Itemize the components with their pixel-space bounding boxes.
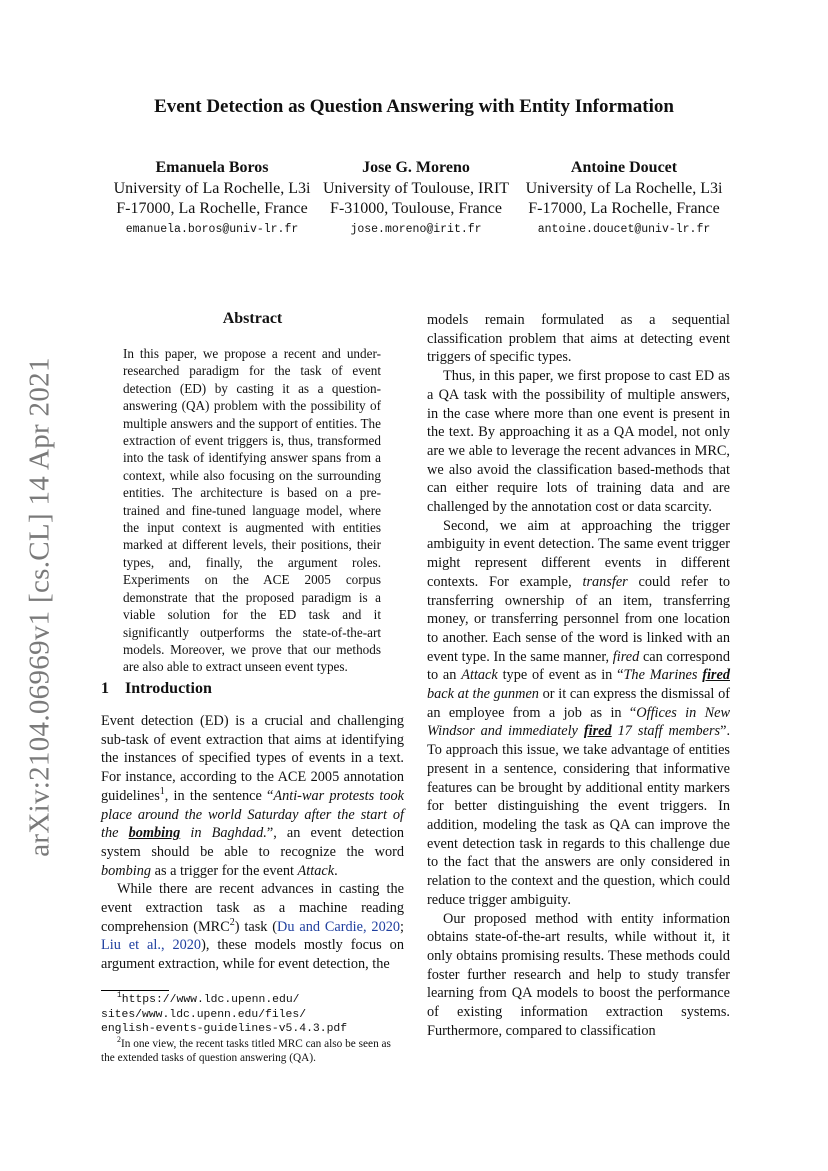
citation-liu[interactable]: Liu et al., 2020	[101, 937, 202, 954]
author-email[interactable]: jose.moreno@irit.fr	[350, 223, 482, 236]
section-number: 1	[101, 680, 109, 697]
author-name: Antoine Doucet	[570, 159, 678, 176]
right-paragraph-0: models remain formulated as a sequential classification problem that aims at detecting event triggers of specific types.	[427, 312, 730, 366]
citation-du-cardie[interactable]: Du and Cardie, 2020	[277, 918, 401, 935]
footnote-ref-2[interactable]: 2	[229, 916, 235, 928]
footnote-mark: 1	[117, 991, 122, 1001]
section-heading	[101, 680, 212, 698]
abstract-text: In this paper, we propose a recent and under-researched paradigm for the task of event detection (ED) by casting it as a question-answering (QA) problem with the possibility of multiple answers and the support of entities. The extraction of event triggers is, thus, transformed into the task of identifying answer spans from a context, while also focusing on the surrounding entities. The architecture is based on a pre-trained and fine-tuned language model, where the input context is augmented with entities marked at different levels, their positions, their types, and, finally, the argument roles. Experiments on the ACE 2005 corpus demonstrate that the proposed paradigm is a viable solution for the ED task and it significantly outperforms the state-of-the-art models. Moreover, we prove that our methods are also able to extract unseen event types.	[123, 346, 381, 675]
paper-title: Event Detection as Question Answering with Entity Information	[154, 96, 674, 117]
trigger-word: bombing	[128, 825, 181, 842]
footnote-mark: 2	[117, 1034, 121, 1044]
right-paragraph-2: Second, we aim at approaching the trigger ambiguity in event detection. The same event trigger might represent different events in different contexts. For example, transfer could refer to transferring ownership of an item, transferring money, or transferring personnel from one location to another. Each sense of the word is linked with an event type. In the same manner, fired can correspond to an Attack type of event as in “The Marines fired back at the gunmen or it can express the dismissal of an employee from a job as in “Offices in New Windsor and immediately fired 17 staff members”. To approach this issue, we take advantage of entities present in a sentence, considering that informative features can be brought by additional entity markers for better distinguishing the event triggers. In addition, modeling the task as QA can improve the event detection task in regards to this challenge due to the fact that the answers are only considered in relation to the context and the question, which could reduce trigger ambiguity.	[427, 517, 731, 908]
author-1	[102, 157, 322, 239]
footnote-url-line[interactable]: english-events-guidelines-v5.4.3.pdf	[101, 1023, 348, 1035]
author-affiliation: University of Toulouse, IRIT	[322, 180, 510, 197]
trigger-word: fired	[702, 667, 730, 684]
footnotes	[101, 993, 404, 1065]
section-title: Introduction	[125, 680, 212, 697]
author-name: Emanuela Boros	[155, 159, 269, 176]
arxiv-stamp	[16, 357, 64, 857]
author-address: F-17000, La Rochelle, France	[528, 200, 720, 217]
footnote-2: $^2$In one view, the recent tasks titled MRC can also be seen as the extended tasks of question answering (QA).	[101, 1034, 391, 1064]
arxiv-stamp-text: arXiv:2104.06969v1 [cs.CL] 14 Apr 2021	[23, 357, 56, 857]
footnote-rule	[101, 990, 169, 991]
author-name: Jose G. Moreno	[362, 159, 470, 176]
author-affiliation: University of La Rochelle, L3i	[113, 180, 311, 197]
right-paragraph-3: Our proposed method with entity information obtains state-of-the-art results, while without it, it only obtains promising results. These methods could foster further research and help to study transfer learning from QA models to boost the performance of existing information extraction systems. Furthermore, compared to classification	[427, 910, 730, 1039]
footnote-ref-1[interactable]: 1	[159, 786, 165, 798]
footnote-url-line[interactable]: https://www.ldc.upenn.edu/	[121, 994, 300, 1006]
author-3	[514, 157, 734, 239]
footnote-1	[101, 993, 404, 1037]
author-address: F-17000, La Rochelle, France	[116, 200, 308, 217]
abstract-heading: Abstract	[222, 310, 283, 327]
left-column-body	[101, 712, 404, 974]
trigger-word: fired	[583, 723, 612, 740]
intro-paragraph-2: While there are recent advances in casting the event extraction task as a machine reading comprehension (MRC$^2$) task (Du and Cardie, 2020; Liu et al., 2020), these models mostly focus on argument extraction, while for event detection, the	[101, 881, 405, 973]
right-column-body	[427, 311, 730, 1040]
footnote-url-line[interactable]: sites/www.ldc.upenn.edu/files/	[101, 1008, 307, 1021]
right-paragraph-1: Thus, in this paper, we first propose to cast ED as a QA task with the possibility of multiple answers, in the case where more than one event is present in the text. By approaching it as a QA model, not only are we able to leverage the recent advances in MRC, we also avoid the classification based-methods that can either require lots of training data and are challenged by the annotation cost or data scarcity.	[427, 368, 730, 516]
intro-paragraph-1: Event detection (ED) is a crucial and challenging sub-task of event extraction that aims at identifying the instances of specified types of events in a text. For instance, according to the ACE 2005 annotation guidelines$^1$, in the sentence “Anti-war protests took place around the world Saturday after the start of the bombing in Baghdad.”, an event detection system should be able to recognize the word bombing as a trigger for the event Attack.	[101, 713, 405, 879]
author-email[interactable]: antoine.doucet@univ-lr.fr	[537, 223, 711, 236]
author-email[interactable]: emanuela.boros@univ-lr.fr	[125, 223, 299, 236]
author-address: F-31000, Toulouse, France	[330, 200, 502, 217]
author-2	[306, 157, 526, 239]
author-affiliation: University of La Rochelle, L3i	[525, 180, 723, 197]
